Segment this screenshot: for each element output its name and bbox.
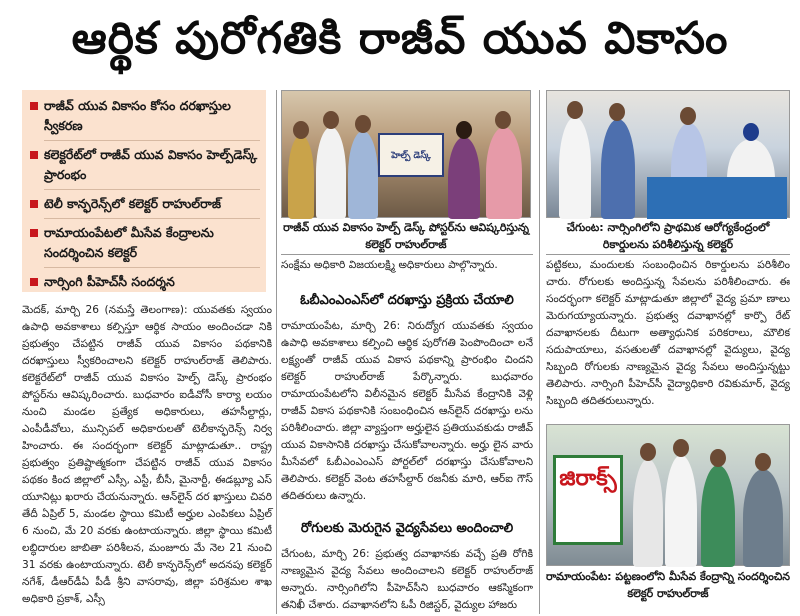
- article-column: సంక్షేమ అధికారి విజయలక్ష్మి అధికారులు పాల్గొన్నారు.: [281, 259, 498, 271]
- divider: [546, 254, 790, 255]
- photo-phc-inspection: [546, 90, 790, 218]
- photo-caption: రామాయంపేట: పట్టణంలోని మీసేవ కేంద్రాన్ని సందర్శించిన కలెక్టర్ రాహుల్‌రాజ్: [546, 570, 790, 600]
- person-figure: [665, 455, 697, 567]
- xerox-board: జిరాక్స్: [553, 455, 623, 545]
- highlight-text: నార్సింగి పీహెచ్‌సీ సందర్శన: [44, 274, 175, 289]
- photo-caption: చేగుంట: నార్సింగిలోని ప్రాథమిక ఆరోగ్యకేంద్రంలో రికార్డులను పరిశీలిస్తున్న కలెక్టర్: [566, 221, 770, 251]
- section-subhead: ఓబీఎంఎంఎస్‌లో దరఖాస్తు ప్రక్రియ చేయాలి: [300, 293, 514, 308]
- helpdesk-poster: హెల్ప్ డెస్క్: [378, 133, 444, 177]
- person-head: [293, 121, 309, 139]
- person-figure: [486, 127, 522, 219]
- divider: [44, 189, 260, 190]
- bullet-icon: [30, 229, 38, 237]
- highlight-item: [30, 96, 260, 136]
- article-column: చేగుంట, మార్చి 26: ప్రభుత్వ దవాఖానకు వచ్చే ప్రతి రోగికి నాణ్యమైన వైద్య సేవలు అందించాలని కలెక్టర్ రాహుల్‌రాజ్ అన్నారు. నార్సింగిలోని పీహెచ్‌సీని బుధవారం ఆకస్మికంగా తనిఖీ చేశారు. దవాఖానలోని ఓపీ రిజిస్టర్, వైద్యుల హాజరు: [281, 548, 533, 611]
- person-head: [355, 115, 371, 133]
- person-head: [743, 123, 759, 141]
- column-rule: [276, 90, 277, 614]
- section-subhead: రోగులకు మెరుగైన వైద్యసేవలు అందించాలి: [300, 521, 514, 536]
- divider: [44, 267, 260, 268]
- person-head: [673, 439, 689, 457]
- person-figure: [701, 465, 735, 567]
- bullet-icon: [30, 278, 38, 286]
- photo-poster-unveiling: [281, 90, 531, 218]
- desk: [647, 177, 787, 219]
- photo-caption: రాజీవ్ యువ వికాసం హెల్ప్ డెస్క్ పోస్టర్‌ను ఆవిష్కరిస్తున్న కలెక్టర్ రాహుల్‌రాజ్: [283, 221, 529, 251]
- person-figure: [288, 135, 314, 219]
- divider: [44, 140, 260, 141]
- highlight-item: [30, 145, 260, 185]
- article-column: పట్టికలు, మందులకు సంబంధించిన రికార్డులను పరిశీలిం చారు. రోగులకు అందిస్తున్న సేవలను పరిశీలించారు. ఈ సందర్భంగా కలెక్టర్ మాట్లాడుతూ జిల్లాలో వైద్య ప్రమా ణాలు మెరుగయ్యాయన్నారు. ప్రభుత్వ దవాఖానల్లో కార్పొ రేట్ దవాఖానలకు దీటుగా అత్యాధునిక పరికరాలు, మౌలిక సదుపాయాలు, వసతులతో దవాఖానల్లో వైద్యులు, వైద్య సిబ్బంది రోగులకు నాణ్యమైన వైద్య సేవలు అందిస్తున్నట్టు తెలిపారు. నార్సింగి పీహెచ్‌సీ వైద్యాధికారి రవికుమార్, వైద్య సిబ్బంది తదితరులున్నారు.: [546, 259, 790, 407]
- headline: ఆర్థిక పురోగతికి రాజీవ్ యువ వికాసం: [71, 13, 729, 64]
- highlights-box: [22, 90, 266, 292]
- person-head: [495, 111, 511, 129]
- highlight-text: టెలీ కాన్ఫరెన్స్‌లో కలెక్టర్ రాహుల్‌రాజ్: [44, 196, 221, 211]
- person-head: [755, 453, 771, 471]
- divider: [44, 218, 260, 219]
- article-column: మెదక్, మార్చి 26 (నమస్తే తెలంగాణ): యువతకు స్వయం ఉపాధి అవకాశాలు కల్పిస్తూ ఆర్థిక సాయం అందించడా నికి ప్రభుత్వం చేపట్టిన రాజీవ్ యువ వికాసం పథకానికి దరఖాస్తులు స్వీకరించాలని కలెక్టర్ రాహుల్‌రాజ్ తెలిపారు. కలెక్టరేట్‌లో రాజీవ్ యువ వికాసం హెల్ప్ డెస్క్ ప్రారంభం పోస్టర్‌ను ఆవిష్కరించారు. బుధవారం ఐడీవోసీ కార్యా లయం నుంచి మండల ప్రత్యేక అధికారులు, తహసీల్దార్లు, ఎంపీడీవోలు, మున్సిపల్ అధికారులతో టెలీకాన్ఫరెన్స్ నిర్వ హించారు. ఈ సందర్భంగా కలెక్టర్ మాట్లాడుతూ.. రాష్ట్ర ప్రభుత్వం ప్రతిష్టాత్మకంగా చేపట్టిన రాజీవ్ యువ వికాసం పథకం కింద జిల్లాలో ఎస్సీ, ఎస్టీ, బీసీ, మైనార్టీ, ఈడబ్ల్యూ ఎస్ యూనిట్లు ఖరారు చేయనున్నారు. ఆన్‌లైన్ దర ఖాస్తులు చివరి తేదీ ఏప్రిల్ 5, మండల స్థాయి కమిటీ అర్హుల ఎంపికలు ఏప్రిల్ 6 నుంచి, మే 20 వరకు ఉంటాయన్నారు. జిల్లా స్థాయి కమిటీ లబ్ధిదారుల జాబితా పరిశీలన, మంజూరు మే నెల 21 నుంచి 31 వరకు ఉంటాయన్నారు. టెలీ కాన్ఫరెన్స్‌లో అదనపు కలెక్టర్ నగేశ్, డీఆర్‌డీఏ పీడీ శ్రీని వాసరావు, జిల్లా పరిశ్రమల శాఖ అధికారి ప్రకాశ్, ఎస్సీ: [22, 304, 272, 605]
- person-head: [323, 111, 339, 129]
- bullet-icon: [30, 200, 38, 208]
- highlight-item: [30, 272, 260, 292]
- highlight-text: రాజీవ్ యువ వికాసం కోసం దరఖాస్తుల స్వీకరణ: [44, 98, 231, 133]
- person-head: [640, 443, 656, 461]
- person-figure: [601, 119, 635, 219]
- person-head: [456, 121, 472, 139]
- highlight-item: [30, 223, 260, 263]
- person-figure: [743, 469, 783, 567]
- person-head: [680, 107, 696, 125]
- highlight-text: కలెక్టరేట్‌లో రాజీవ్ యువ వికాసం హెల్ప్‌డెస్క్ ప్రారంభం: [44, 147, 258, 182]
- person-head: [567, 101, 583, 119]
- divider: [281, 254, 533, 255]
- person-figure: [633, 459, 663, 567]
- person-figure: [348, 131, 378, 219]
- column-rule: [539, 90, 540, 614]
- photo-meeseva-visit: [546, 424, 790, 566]
- person-head: [609, 103, 625, 121]
- article-column: రామాయంపేట, మార్చి 26: నిరుద్యోగ యువతకు స్వయం ఉపాధి అవకాశాలు కల్పించి ఆర్థిక పురోగతి పెంపొందించా లనే లక్ష్యంతో రాజీవ్ యువ వికాస పథకాన్ని ప్రారంభిం చిందని కలెక్టర్ రాహుల్‌రాజ్ పేర్కొన్నారు. బుధవారం రామాయంపేటలోని విలీనమైన కలెక్టర్ మీసేవ కేంద్రానికి వెళ్లి రాజీవ్ వికాస పథకానికి సంబంధించిన ఆన్‌లైన్ దరఖాస్తు లను పరిశీలించారు. జిల్లా వ్యాప్తంగా అర్హులైన ప్రతియువకుడు రాజీవ్ యువ వికాసానికి దరఖాస్తు చేసుకోవాలన్నారు. అర్హు లైన వారు మీసేవలో ఓబీఎంఎంఎస్ పోర్టల్‌లో దరఖాస్తు చేసుకోవాలని తెలిపారు. కలెక్టర్ వెంట తహసీల్దార్ రజనీకు మారి, ఆర్ఐ గౌస్ తదితరులు ఉన్నారు.: [281, 320, 533, 502]
- person-figure: [559, 117, 591, 219]
- person-head: [710, 449, 726, 467]
- person-figure: [316, 127, 346, 219]
- bullet-icon: [30, 102, 38, 110]
- highlight-item: [30, 194, 260, 214]
- bullet-icon: [30, 151, 38, 159]
- highlight-text: రామాయంపేటలో మీసేవ కేంద్రాలను సందర్శించిన కలెక్టర్: [44, 225, 214, 260]
- person-figure: [448, 137, 480, 219]
